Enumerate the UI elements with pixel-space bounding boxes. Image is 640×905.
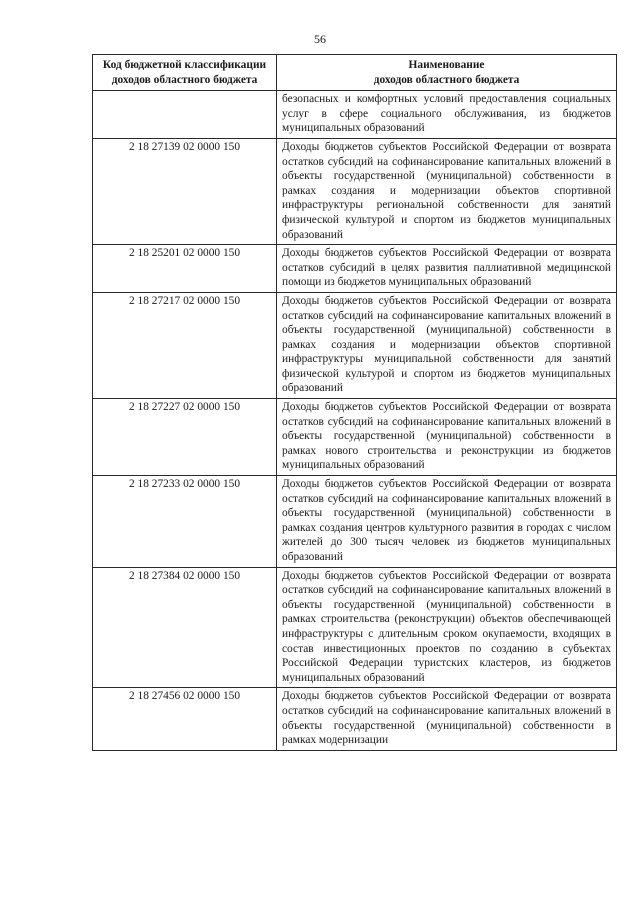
row-name: Доходы бюджетов субъектов Российской Федерации от возврата остатков субсидий в целях развития паллиативной медицинской помощи из бюджетов муниципальных образований bbox=[277, 245, 617, 293]
row-code: 2 18 27227 02 0000 150 bbox=[93, 399, 277, 476]
row-name: Доходы бюджетов субъектов Российской Федерации от возврата остатков субсидий на софинансирование капитальных вложений в объекты государственной (муниципальной) собственности в рамках создания и модернизации объектов спортивной инфраструктуры региональной собственности для занятий физической культурой и спортом из бюджетов муниципальных образований bbox=[277, 138, 617, 244]
table-row bbox=[93, 476, 617, 568]
table-row bbox=[93, 91, 617, 139]
table-header-row bbox=[93, 55, 617, 91]
row-code: 2 18 27139 02 0000 150 bbox=[93, 138, 277, 244]
table-row bbox=[93, 567, 617, 688]
header-code-column bbox=[93, 55, 277, 91]
table-row bbox=[93, 399, 617, 476]
row-code: 2 18 27217 02 0000 150 bbox=[93, 292, 277, 398]
row-code: 2 18 27456 02 0000 150 bbox=[93, 688, 277, 750]
header-code-line-2: доходов областного бюджета bbox=[111, 73, 258, 86]
header-name-column bbox=[277, 55, 617, 91]
row-code bbox=[93, 91, 277, 139]
row-name: Доходы бюджетов субъектов Российской Федерации от возврата остатков субсидий на софинансирование капитальных вложений в объекты государственной (муниципальной) собственности в рамках создания центров культурного развития в городах с числом жителей до 300 тысяч человек из бюджетов муниципальных образований bbox=[277, 476, 617, 568]
row-name: Доходы бюджетов субъектов Российской Федерации от возврата остатков субсидий на софинансирование капитальных вложений в объекты государственной (муниципальной) собственности в рамках строительства (реконструкции) объектов обеспечивающей инфраструктуры с длительным сроком окупаемости, входящих в состав инвестиционных проектов по созданию в субъектах Российской Федерации туристских кластеров, из бюджетов муниципальных образований bbox=[277, 567, 617, 688]
row-code: 2 18 27384 02 0000 150 bbox=[93, 567, 277, 688]
row-code: 2 18 27233 02 0000 150 bbox=[93, 476, 277, 568]
table-row bbox=[93, 292, 617, 398]
row-name: Доходы бюджетов субъектов Российской Федерации от возврата остатков субсидий на софинансирование капитальных вложений в объекты государственной (муниципальной) собственности в рамках модернизации bbox=[277, 688, 617, 750]
row-code: 2 18 25201 02 0000 150 bbox=[93, 245, 277, 293]
row-name: Доходы бюджетов субъектов Российской Федерации от возврата остатков субсидий на софинансирование капитальных вложений в объекты государственной (муниципальной) собственности в рамках нового строительства и реконструкции из бюджетов муниципальных образований bbox=[277, 399, 617, 476]
page-number: 56 bbox=[314, 32, 326, 46]
table-row bbox=[93, 245, 617, 293]
header-name-line-2: доходов областного бюджета bbox=[373, 73, 520, 86]
row-name: Доходы бюджетов субъектов Российской Федерации от возврата остатков субсидий на софинансирование капитальных вложений в объекты государственной (муниципальной) собственности в рамках создания и модернизации объектов спортивной инфраструктуры муниципальной собственности для занятий физической культурой и спортом из бюджетов муниципальных образований bbox=[277, 292, 617, 398]
table-row bbox=[93, 688, 617, 750]
header-code-line-1: Код бюджетной классификации bbox=[102, 59, 267, 71]
row-name: безопасных и комфортных условий предоставления социальных услуг в сфере социального обслуживания, из бюджетов муниципальных образований bbox=[277, 91, 617, 139]
header-name-line-1: Наименование bbox=[408, 59, 485, 71]
budget-classification-table bbox=[92, 54, 617, 751]
table-row bbox=[93, 138, 617, 244]
